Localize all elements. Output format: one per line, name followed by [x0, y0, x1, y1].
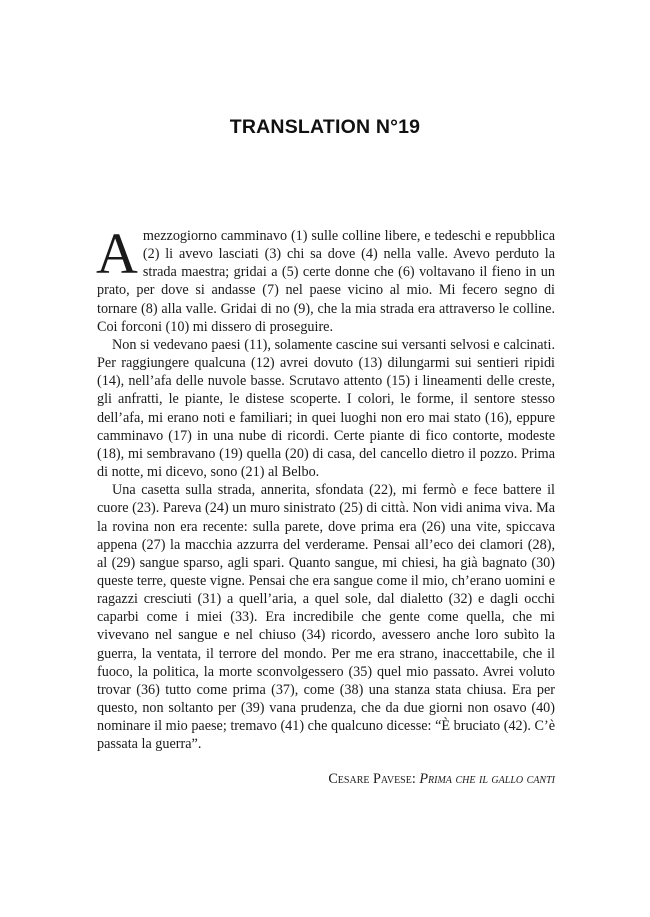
paragraph-1 — [96, 221, 555, 336]
attribution-separator: : — [411, 771, 420, 787]
paragraph-1-text: mezzogiorno camminavo (1) sulle colline libere, e tedeschi e repubblica (2) li avevo lasciati (3) chi sa dove (4) nella valle. Avevo perduto la strada maestra; gridai a (5) certe donne che (6) voltavano il fieno in un prato, per dove si andasse (7) nel paese vicino al mio. Mi fecero segno di tornare (8) alla valle. Gridai di no (9), che la mia strada era attraverso le colline. Coi forconi (10) mi dissero di proseguire. — [97, 228, 555, 335]
passage-body — [96, 221, 555, 754]
page-title: TRANSLATION N°19 — [229, 116, 421, 138]
attribution — [328, 770, 555, 788]
paragraph-2: Non si vedevano paesi (11), solamente cascine sui versanti selvosi e calcinati. Per raggiungere qualcuna (12) avrei dovuto (13) dilungarmi sui sentieri ripidi (14), nell’afa delle nuvole basse. Scrutavo attento (15) i lineamenti delle creste, gli anfratti, le piante, le distese scoperte. I colori, le forme, il sentore stesso dell’afa, mi erano noti e familiari; in quei luoghi non ero mai stato (16), eppure camminavo (17) in una nube di ricordi. Certe piante di fico contorte, modeste (18), mi sembravano (19) quella (20) di casa, del cancello dietro il pozzo. Prima di notte, mi dicevo, sono (21) al Belbo. — [97, 336, 555, 481]
paragraph-3: Una casetta sulla strada, annerita, sfondata (22), mi fermò e fece battere il cuore (23). Pareva (24) un muro sinistrato (25) di città. Non vidi anima viva. Ma la rovina non era recente: sulla parete, dove prima era (26) una vite, spiccava appena (27) la macchia azzurra del verderame. Pensai all’eco dei clamori (28), al (29) sangue sparso, agli spari. Quanto sangue, mi chiesi, ha già bagnato (30) queste terre, queste vigne. Pensai che era sangue come il mio, ch’erano uomini e ragazzi cresciuti (31) a quell’aria, a quel sole, dal dialetto (32) e dagli occhi caparbi come i miei (33). Era incredibile che gente come quella, che mi vivevano nel sangue e nel chiuso (34) ricordo, avessero anche loro subìto la guerra, la ventata, il terrore del mondo. Per me era strano, inaccettabile, che il fuoco, la politica, la morte sconvolgessero (35) quel mio passato. Avrei voluto trovar (36) tutto come prima (37), come (38) una stanza stata chiusa. Era per questo, non soltanto per (39) vana prudenza, che da due giorni non osavo (40) nominare il mio paese; tremavo (41) che qualcuno dicesse: “È bruciato (42). C’è passata la guerra”. — [97, 482, 555, 753]
attribution-author: Cesare Pavese — [328, 771, 412, 787]
attribution-work: Prima che il gallo canti — [419, 771, 555, 787]
drop-cap: A — [96, 221, 138, 286]
